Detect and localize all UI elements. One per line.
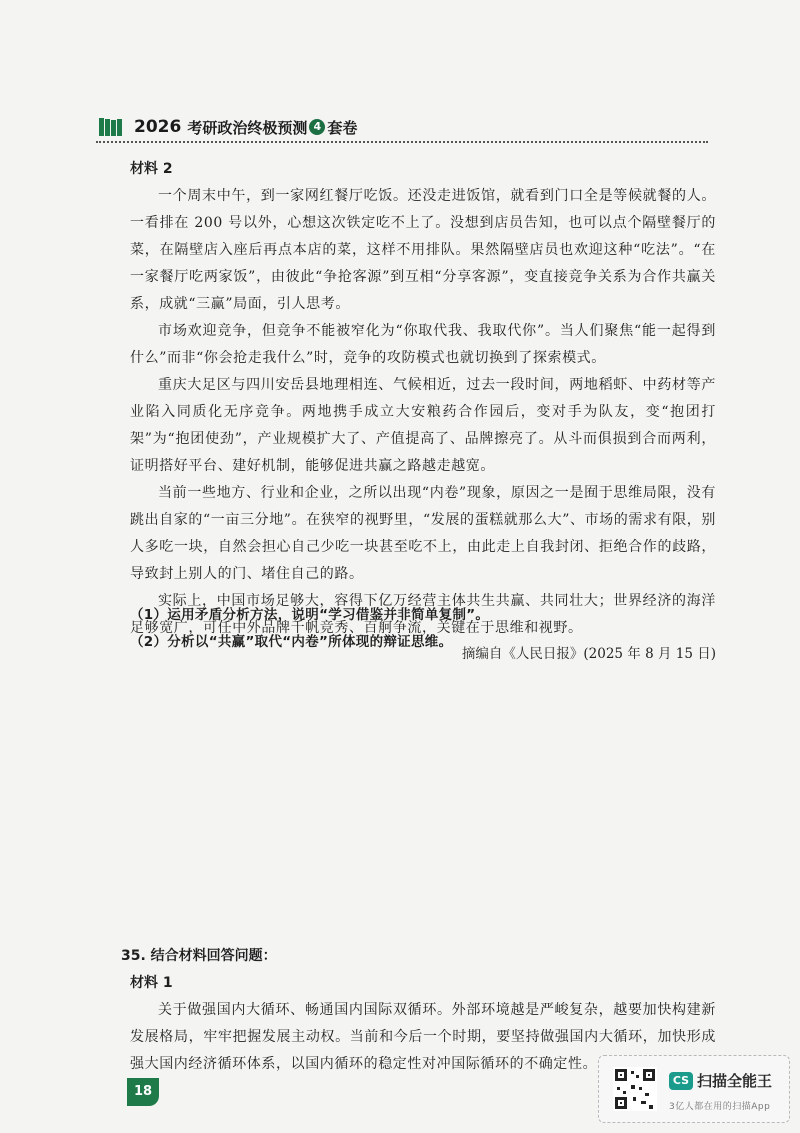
scanner-watermark	[598, 1055, 790, 1123]
book-icon	[98, 116, 124, 138]
question-1: （1）运用矛盾分析方法，说明“学习借鉴并非简单复制”。	[130, 607, 490, 623]
material-2-paragraph: 重庆大足区与四川安岳县地理相连、气候相近，过去一段时间，两地稻虾、中药材等产业陷入同质化无序竞争。两地携手成立大安粮药合作园后，变对手为队友，变“抱团打架”为“抱团使劲”，产业规模扩大了、产值提高了、品牌擦亮了。从斗而俱损到合而两利，证明搭好平台、建好机制，能够促进共赢之路越走越宽。	[130, 377, 716, 474]
material-2-paragraph: 一个周末中午，到一家网红餐厅吃饭。还没走进饭馆，就看到门口全是等候就餐的人。一看排在 200 号以外，心想这次铁定吃不上了。没想到店员告知，也可以点个隔壁餐厅的菜，在隔壁店入座后再点本店的菜，这样不用排队。果然隔壁店员也欢迎这种“吃法”。“在一家餐厅吃两家饭”，由彼此“争抢客源”到互相“分享客源”，变直接竞争关系为合作共赢关系，成就“三赢”局面，引人思考。	[130, 188, 716, 312]
material-2-label: 材料 2	[130, 161, 173, 177]
material-2-source: 摘编自《人民日报》(2025 年 8 月 15 日)	[461, 646, 716, 662]
set-number-badge: 4	[309, 119, 325, 135]
material-1-paragraph: 关于做强国内大循环、畅通国内国际双循环。外部环境越是严峻复杂，越要加快构建新发展格局，牢牢把握发展主动权。当前和今后一个时期，要坚持做强国内大循环，加快形成强大国内经济循环体系，以国内循环的稳定性对冲国际循环的不确定性。	[130, 1002, 716, 1072]
header-title-part-2: 套卷	[327, 118, 358, 137]
question-2: （2）分析以“共赢”取代“内卷”所体现的辩证思维。	[130, 634, 453, 650]
camscanner-logo-icon: CS	[669, 1072, 693, 1090]
qr-code-icon	[613, 1067, 657, 1111]
scanner-app-name: 扫描全能王	[697, 1072, 773, 1090]
header-divider	[96, 141, 708, 143]
material-2	[130, 158, 716, 666]
material-1-label: 材料 1	[130, 975, 173, 991]
header-title-part-1: 考研政治终极预测	[187, 118, 308, 137]
question-35-title: 35. 结合材料回答问题：	[121, 948, 277, 964]
scanner-tagline: 3亿人都在用的扫描App	[669, 1102, 771, 1112]
material-2-paragraph: 当前一些地方、行业和企业，之所以出现“内卷”现象，原因之一是囿于思维局限，没有跳出自家的“一亩三分地”。在狭窄的视野里，“发展的蛋糕就那么大”、市场的需求有限，别人多吃一块，自然会担心自己少吃一块甚至吃不上，由此走上自我封闭、拒绝合作的歧路，导致封上别人的门、堵住自己的路。	[130, 485, 716, 582]
material-2-paragraph: 实际上，中国市场足够大，容得下亿万经营主体共生共赢、共同壮大；世界经济的海洋足够宽广，可任中外品牌千帆竞秀、百舸争流，关键在于思维和视野。	[130, 593, 716, 636]
page-header	[98, 112, 357, 142]
material-2-paragraph: 市场欢迎竞争，但竞争不能被窄化为“你取代我、我取代你”。当人们聚焦“能一起得到什么”而非“你会抢走我什么”时，竞争的攻防模式也就切换到了探索模式。	[130, 323, 716, 366]
page-number: 18	[127, 1078, 159, 1106]
header-year: 2026	[134, 117, 182, 137]
